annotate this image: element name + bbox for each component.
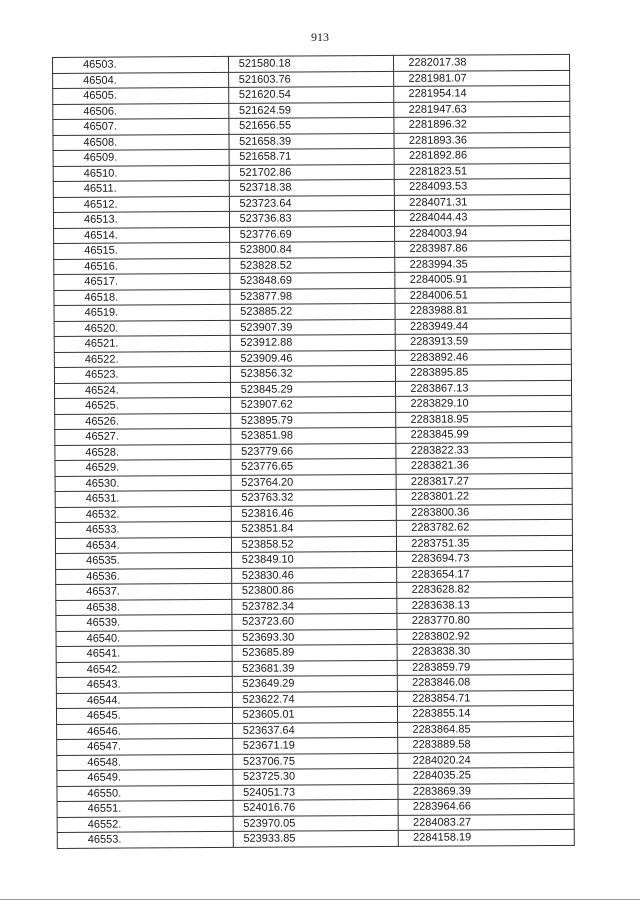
x-coordinate-cell: 521658.71: [229, 148, 395, 165]
x-coordinate-cell: 523622.74: [232, 691, 398, 708]
x-coordinate-cell: 523693.30: [232, 629, 398, 646]
y-coordinate-cell: 2283800.36: [397, 504, 573, 521]
y-coordinate-cell: 2282017.38: [394, 54, 570, 71]
point-id-cell: 46517.: [54, 273, 230, 290]
point-id-cell: 46541.: [56, 645, 232, 662]
point-id-cell: 46504.: [53, 72, 229, 89]
y-coordinate-cell: 2284003.94: [395, 225, 571, 242]
x-coordinate-cell: 523706.75: [232, 753, 398, 770]
y-coordinate-cell: 2283822.33: [396, 442, 572, 459]
point-id-cell: 46538.: [56, 599, 232, 616]
point-id-cell: 46513.: [53, 211, 229, 228]
point-id-cell: 46547.: [57, 738, 233, 755]
point-id-cell: 46524.: [54, 382, 230, 399]
point-id-cell: 46536.: [56, 568, 232, 585]
point-id-cell: 46532.: [55, 506, 231, 523]
x-coordinate-cell: 523907.62: [230, 396, 396, 413]
y-coordinate-cell: 2283889.58: [398, 736, 574, 753]
point-id-cell: 46549.: [57, 769, 233, 786]
x-coordinate-cell: 523776.69: [229, 226, 395, 243]
x-coordinate-cell: 523736.83: [229, 210, 395, 227]
point-id-cell: 46522.: [54, 351, 230, 368]
y-coordinate-cell: 2281947.63: [394, 101, 570, 118]
y-coordinate-cell: 2284093.53: [395, 178, 571, 195]
coordinates-table: [52, 54, 575, 849]
x-coordinate-cell: 523776.65: [231, 458, 397, 475]
point-id-cell: 46552.: [57, 816, 233, 833]
x-coordinate-cell: 521658.39: [229, 133, 395, 150]
point-id-cell: 46505.: [53, 87, 229, 104]
point-id-cell: 46545.: [56, 707, 232, 724]
point-id-cell: 46533.: [55, 521, 231, 538]
point-id-cell: 46520.: [54, 320, 230, 337]
x-coordinate-cell: 523858.52: [231, 536, 397, 553]
y-coordinate-cell: 2284020.24: [398, 752, 574, 769]
x-coordinate-cell: 523828.52: [229, 257, 395, 274]
y-coordinate-cell: 2283845.99: [396, 426, 572, 443]
point-id-cell: 46546.: [57, 723, 233, 740]
point-id-cell: 46516.: [54, 258, 230, 275]
point-id-cell: 46543.: [56, 676, 232, 693]
y-coordinate-cell: 2281823.51: [394, 163, 570, 180]
x-coordinate-cell: 521620.54: [228, 86, 394, 103]
y-coordinate-cell: 2284083.27: [398, 814, 574, 831]
point-id-cell: 46521.: [54, 335, 230, 352]
y-coordinate-cell: 2283988.81: [395, 302, 571, 319]
x-coordinate-cell: 523681.39: [232, 660, 398, 677]
x-coordinate-cell: 521702.86: [229, 164, 395, 181]
y-coordinate-cell: 2283838.30: [397, 643, 573, 660]
x-coordinate-cell: 523800.84: [229, 241, 395, 258]
point-id-cell: 46535.: [56, 552, 232, 569]
x-coordinate-cell: 523637.64: [232, 722, 398, 739]
x-coordinate-cell: 523848.69: [229, 272, 395, 289]
point-id-cell: 46551.: [57, 800, 233, 817]
x-coordinate-cell: 521580.18: [228, 55, 394, 72]
y-coordinate-cell: 2283818.95: [396, 411, 572, 428]
y-coordinate-cell: 2281981.07: [394, 70, 570, 87]
x-coordinate-cell: 523723.64: [229, 195, 395, 212]
y-coordinate-cell: 2283694.73: [397, 550, 573, 567]
y-coordinate-cell: 2284158.19: [399, 829, 575, 846]
y-coordinate-cell: 2283654.17: [397, 566, 573, 583]
x-coordinate-cell: 523725.30: [232, 768, 398, 785]
y-coordinate-cell: 2284044.43: [395, 209, 571, 226]
x-coordinate-cell: 523764.20: [231, 474, 397, 491]
y-coordinate-cell: 2281893.36: [394, 132, 570, 149]
x-coordinate-cell: 523912.88: [230, 334, 396, 351]
point-id-cell: 46530.: [55, 475, 231, 492]
point-id-cell: 46553.: [57, 831, 233, 848]
x-coordinate-cell: 523856.32: [230, 365, 396, 382]
point-id-cell: 46550.: [57, 785, 233, 802]
y-coordinate-cell: 2283855.14: [398, 705, 574, 722]
y-coordinate-cell: 2283628.82: [397, 581, 573, 598]
point-id-cell: 46539.: [56, 614, 232, 631]
x-coordinate-cell: 523970.05: [233, 815, 399, 832]
y-coordinate-cell: 2283638.13: [397, 597, 573, 614]
point-id-cell: 46526.: [55, 413, 231, 430]
y-coordinate-cell: 2283751.35: [397, 535, 573, 552]
point-id-cell: 46525.: [55, 397, 231, 414]
y-coordinate-cell: 2283821.36: [396, 457, 572, 474]
x-coordinate-cell: 521656.55: [229, 117, 395, 134]
y-coordinate-cell: 2283869.39: [398, 783, 574, 800]
point-id-cell: 46503.: [53, 56, 229, 73]
y-coordinate-cell: 2283994.35: [395, 256, 571, 273]
y-coordinate-cell: 2284005.91: [395, 271, 571, 288]
point-id-cell: 46508.: [53, 134, 229, 151]
point-id-cell: 46519.: [54, 304, 230, 321]
x-coordinate-cell: 523909.46: [230, 350, 396, 367]
y-coordinate-cell: 2283867.13: [396, 380, 572, 397]
y-coordinate-cell: 2283913.59: [396, 333, 572, 350]
table-row: [57, 829, 574, 848]
point-id-cell: 46509.: [53, 149, 229, 166]
point-id-cell: 46512.: [53, 196, 229, 213]
point-id-cell: 46507.: [53, 118, 229, 135]
point-id-cell: 46544.: [56, 692, 232, 709]
y-coordinate-cell: 2284071.31: [395, 194, 571, 211]
point-id-cell: 46506.: [53, 103, 229, 120]
point-id-cell: 46542.: [56, 661, 232, 678]
y-coordinate-cell: 2283770.80: [397, 612, 573, 629]
y-coordinate-cell: 2283987.86: [395, 240, 571, 257]
y-coordinate-cell: 2283829.10: [396, 395, 572, 412]
x-coordinate-cell: 523605.01: [232, 706, 398, 723]
y-coordinate-cell: 2281892.86: [394, 147, 570, 164]
x-coordinate-cell: 523671.19: [232, 737, 398, 754]
y-coordinate-cell: 2284035.25: [398, 767, 574, 784]
x-coordinate-cell: 523782.34: [231, 598, 397, 615]
x-coordinate-cell: 524016.76: [233, 799, 399, 816]
y-coordinate-cell: 2281954.14: [394, 85, 570, 102]
x-coordinate-cell: 523877.98: [230, 288, 396, 305]
x-coordinate-cell: 523685.89: [232, 644, 398, 661]
x-coordinate-cell: 523851.98: [230, 427, 396, 444]
point-id-cell: 46528.: [55, 444, 231, 461]
point-id-cell: 46534.: [55, 537, 231, 554]
x-coordinate-cell: 521603.76: [228, 71, 394, 88]
x-coordinate-cell: 523830.46: [231, 567, 397, 584]
x-coordinate-cell: 523649.29: [232, 675, 398, 692]
x-coordinate-cell: 523763.32: [231, 489, 397, 506]
x-coordinate-cell: 523933.85: [233, 830, 399, 847]
point-id-cell: 46518.: [54, 289, 230, 306]
x-coordinate-cell: 523845.29: [230, 381, 396, 398]
point-id-cell: 46514.: [54, 227, 230, 244]
point-id-cell: 46537.: [56, 583, 232, 600]
x-coordinate-cell: 523816.46: [231, 505, 397, 522]
point-id-cell: 46531.: [55, 490, 231, 507]
x-coordinate-cell: 521624.59: [228, 102, 394, 119]
y-coordinate-cell: 2283864.85: [398, 721, 574, 738]
x-coordinate-cell: 523885.22: [230, 303, 396, 320]
y-coordinate-cell: 2283892.46: [396, 349, 572, 366]
y-coordinate-cell: 2283802.92: [397, 628, 573, 645]
point-id-cell: 46515.: [54, 242, 230, 259]
point-id-cell: 46529.: [55, 459, 231, 476]
x-coordinate-cell: 524051.73: [233, 784, 399, 801]
point-id-cell: 46523.: [54, 366, 230, 383]
y-coordinate-cell: 2283964.66: [398, 798, 574, 815]
point-id-cell: 46540.: [56, 630, 232, 647]
x-coordinate-cell: 523849.10: [231, 551, 397, 568]
page-number: 913: [311, 30, 329, 44]
x-coordinate-cell: 523779.66: [231, 443, 397, 460]
point-id-cell: 46527.: [55, 428, 231, 445]
y-coordinate-cell: 2283846.08: [398, 674, 574, 691]
y-coordinate-cell: 2283817.27: [396, 473, 572, 490]
point-id-cell: 46510.: [53, 165, 229, 182]
x-coordinate-cell: 523851.84: [231, 520, 397, 537]
y-coordinate-cell: 2283859.79: [398, 659, 574, 676]
point-id-cell: 46511.: [53, 180, 229, 197]
y-coordinate-cell: 2283895.85: [396, 364, 572, 381]
y-coordinate-cell: 2283854.71: [398, 690, 574, 707]
x-coordinate-cell: 523723.60: [232, 613, 398, 630]
point-id-cell: 46548.: [57, 754, 233, 771]
y-coordinate-cell: 2283949.44: [395, 318, 571, 335]
y-coordinate-cell: 2283782.62: [397, 519, 573, 536]
x-coordinate-cell: 523718.38: [229, 179, 395, 196]
x-coordinate-cell: 523895.79: [230, 412, 396, 429]
x-coordinate-cell: 523800.86: [231, 582, 397, 599]
x-coordinate-cell: 523907.39: [230, 319, 396, 336]
coordinates-table-body: [53, 54, 575, 848]
y-coordinate-cell: 2284006.51: [395, 287, 571, 304]
bottom-edge-line: [0, 899, 640, 900]
y-coordinate-cell: 2283801.22: [396, 488, 572, 505]
y-coordinate-cell: 2281896.32: [394, 116, 570, 133]
